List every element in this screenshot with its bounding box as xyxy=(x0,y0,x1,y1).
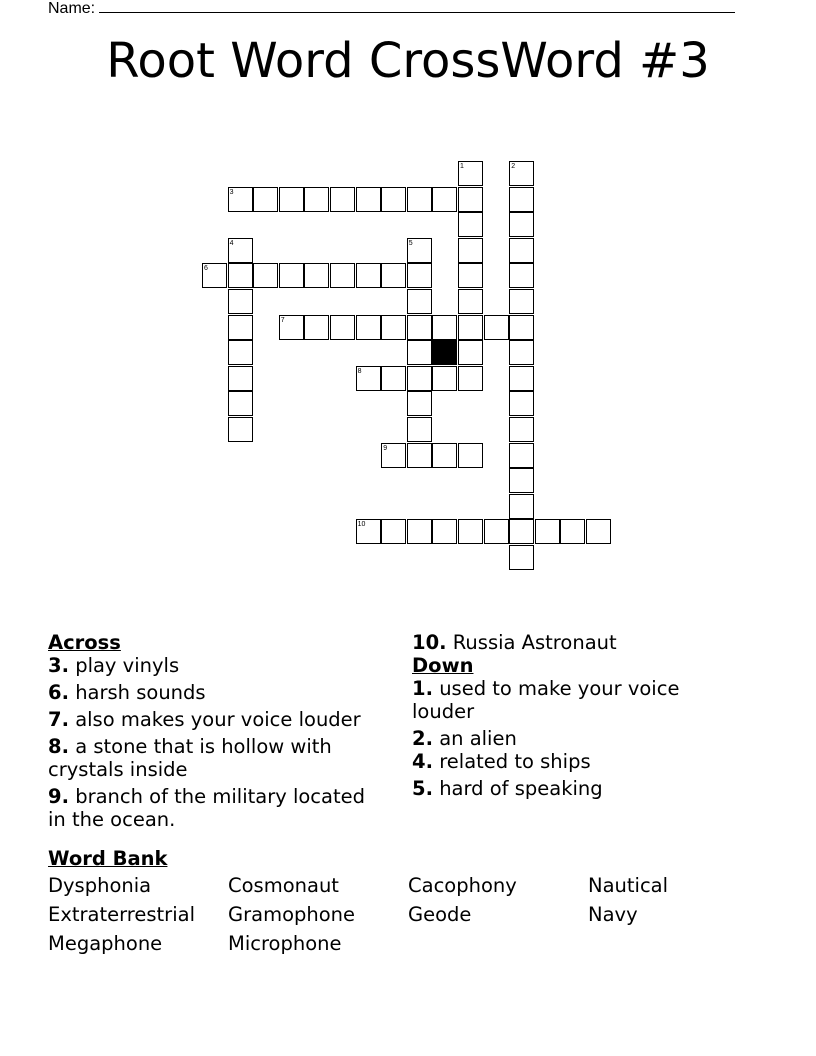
word-bank-item: Cosmonaut xyxy=(228,874,339,897)
crossword-cell[interactable] xyxy=(509,391,534,416)
clue-number-2: 2 xyxy=(511,163,516,170)
clue-across-7: 7. also makes your voice louder xyxy=(48,708,361,731)
crossword-cell[interactable] xyxy=(509,340,534,365)
clue-number-4: 4 xyxy=(229,239,234,247)
crossword-cell[interactable] xyxy=(458,212,483,237)
word-bank-item: Megaphone xyxy=(48,932,163,955)
crossword-black-cell xyxy=(432,340,457,365)
crossword-cell[interactable] xyxy=(509,187,534,212)
clue-number-3: 3 xyxy=(229,188,234,196)
crossword-cell[interactable] xyxy=(228,263,253,288)
crossword-cell[interactable] xyxy=(304,187,329,212)
crossword-cell[interactable] xyxy=(458,289,483,314)
crossword-cell[interactable] xyxy=(484,315,509,340)
clue-number-9: 9 xyxy=(383,444,388,452)
word-bank-item: Microphone xyxy=(228,932,342,955)
crossword-cell[interactable] xyxy=(458,519,483,544)
crossword-cell[interactable] xyxy=(509,519,534,544)
across-header: Across xyxy=(48,631,121,654)
clue-number-8: 8 xyxy=(357,367,362,375)
crossword-cell[interactable] xyxy=(509,315,534,340)
clue-down-1: 1. used to make your voice louder xyxy=(412,677,680,723)
clues-column-left xyxy=(48,631,388,835)
crossword-cell[interactable] xyxy=(330,263,355,288)
crossword-cell[interactable] xyxy=(407,263,432,288)
clue-down-4: 4. related to ships xyxy=(412,750,591,773)
word-bank-item: Nautical xyxy=(588,874,669,897)
crossword-cell[interactable] xyxy=(407,443,432,468)
word-bank-header: Word Bank xyxy=(48,847,168,870)
crossword-cell[interactable] xyxy=(509,417,534,442)
crossword-cell[interactable] xyxy=(458,263,483,288)
crossword-cell[interactable] xyxy=(407,289,432,314)
word-bank-item: Gramophone xyxy=(228,903,356,926)
crossword-cell[interactable] xyxy=(381,366,406,391)
crossword-cell[interactable] xyxy=(304,315,329,340)
clue-number-7: 7 xyxy=(280,316,285,324)
crossword-cell[interactable] xyxy=(228,315,253,340)
clue-number-10: 10 xyxy=(357,521,366,529)
down-header: Down xyxy=(412,654,474,677)
crossword-cell[interactable] xyxy=(228,366,253,391)
crossword-cell[interactable] xyxy=(509,494,534,519)
clue-number-6: 6 xyxy=(204,265,208,273)
crossword-cell[interactable] xyxy=(509,545,534,570)
crossword-cell[interactable] xyxy=(356,263,381,288)
crossword-cell[interactable] xyxy=(407,340,432,365)
crossword-cell[interactable] xyxy=(228,391,253,416)
crossword-cell[interactable] xyxy=(458,315,483,340)
crossword-cell[interactable] xyxy=(509,443,534,468)
crossword-cell[interactable] xyxy=(458,187,483,212)
clue-across-3: 3. play vinyls xyxy=(48,654,180,677)
crossword-cell[interactable] xyxy=(509,212,534,237)
crossword-cell[interactable] xyxy=(432,187,457,212)
crossword-cell[interactable] xyxy=(228,289,253,314)
clue-across-10: 10. Russia Astronaut xyxy=(412,631,617,654)
crossword-cell[interactable] xyxy=(432,519,457,544)
crossword-cell[interactable] xyxy=(509,238,534,263)
crossword-cell[interactable] xyxy=(228,340,253,365)
crossword-cell[interactable] xyxy=(407,315,432,340)
crossword-cell[interactable] xyxy=(330,187,355,212)
clue-across-6: 6. harsh sounds xyxy=(48,681,206,704)
crossword-cell[interactable] xyxy=(432,315,457,340)
clue-number-5: 5 xyxy=(408,239,413,247)
name-label: Name: xyxy=(48,0,96,17)
crossword-cell[interactable] xyxy=(407,366,432,391)
crossword-cell[interactable] xyxy=(381,519,406,544)
crossword-cell[interactable] xyxy=(509,468,534,493)
crossword-cell[interactable] xyxy=(356,187,381,212)
clue-number-1: 1 xyxy=(460,163,464,170)
crossword-cell[interactable] xyxy=(381,187,406,212)
crossword-cell[interactable] xyxy=(432,366,457,391)
crossword-cell[interactable] xyxy=(509,366,534,391)
crossword-cell[interactable] xyxy=(458,340,483,365)
crossword-cell[interactable] xyxy=(407,391,432,416)
clues-column-right xyxy=(412,631,732,804)
crossword-cell[interactable] xyxy=(535,519,560,544)
word-bank-item: Extraterrestrial xyxy=(48,903,195,926)
clue-down-2: 2. an alien xyxy=(412,727,517,750)
crossword-cell[interactable] xyxy=(330,315,355,340)
crossword-cell[interactable] xyxy=(458,238,483,263)
crossword-cell[interactable] xyxy=(509,289,534,314)
crossword-cell[interactable] xyxy=(586,519,611,544)
crossword-cell[interactable] xyxy=(458,443,483,468)
crossword-cell[interactable] xyxy=(253,187,278,212)
word-bank-item: Cacophony xyxy=(408,874,517,897)
crossword-cell[interactable] xyxy=(407,187,432,212)
crossword-cell[interactable] xyxy=(279,263,304,288)
word-bank-item: Geode xyxy=(408,903,472,926)
crossword-cell[interactable] xyxy=(304,263,329,288)
crossword-cell[interactable] xyxy=(509,263,534,288)
crossword-cell[interactable] xyxy=(484,519,509,544)
word-bank-item: Dysphonia xyxy=(48,874,152,897)
crossword-cell[interactable] xyxy=(381,263,406,288)
crossword-cell[interactable] xyxy=(407,417,432,442)
crossword-cell[interactable] xyxy=(279,187,304,212)
crossword-cell[interactable] xyxy=(253,263,278,288)
crossword-cell[interactable] xyxy=(432,443,457,468)
crossword-cell[interactable] xyxy=(381,315,406,340)
crossword-cell[interactable] xyxy=(560,519,585,544)
word-bank-item: Navy xyxy=(588,903,638,926)
crossword-cell[interactable] xyxy=(458,366,483,391)
crossword-cell[interactable] xyxy=(228,417,253,442)
crossword-cell[interactable] xyxy=(407,519,432,544)
crossword-cell[interactable] xyxy=(356,315,381,340)
page-title: Root Word CrossWord #3 xyxy=(106,33,710,89)
clue-across-9: 9. branch of the military located in the ocean. xyxy=(48,785,366,831)
clue-down-5: 5. hard of speaking xyxy=(412,777,603,800)
clue-across-8: 8. a stone that is hollow with crystals inside xyxy=(48,735,332,781)
